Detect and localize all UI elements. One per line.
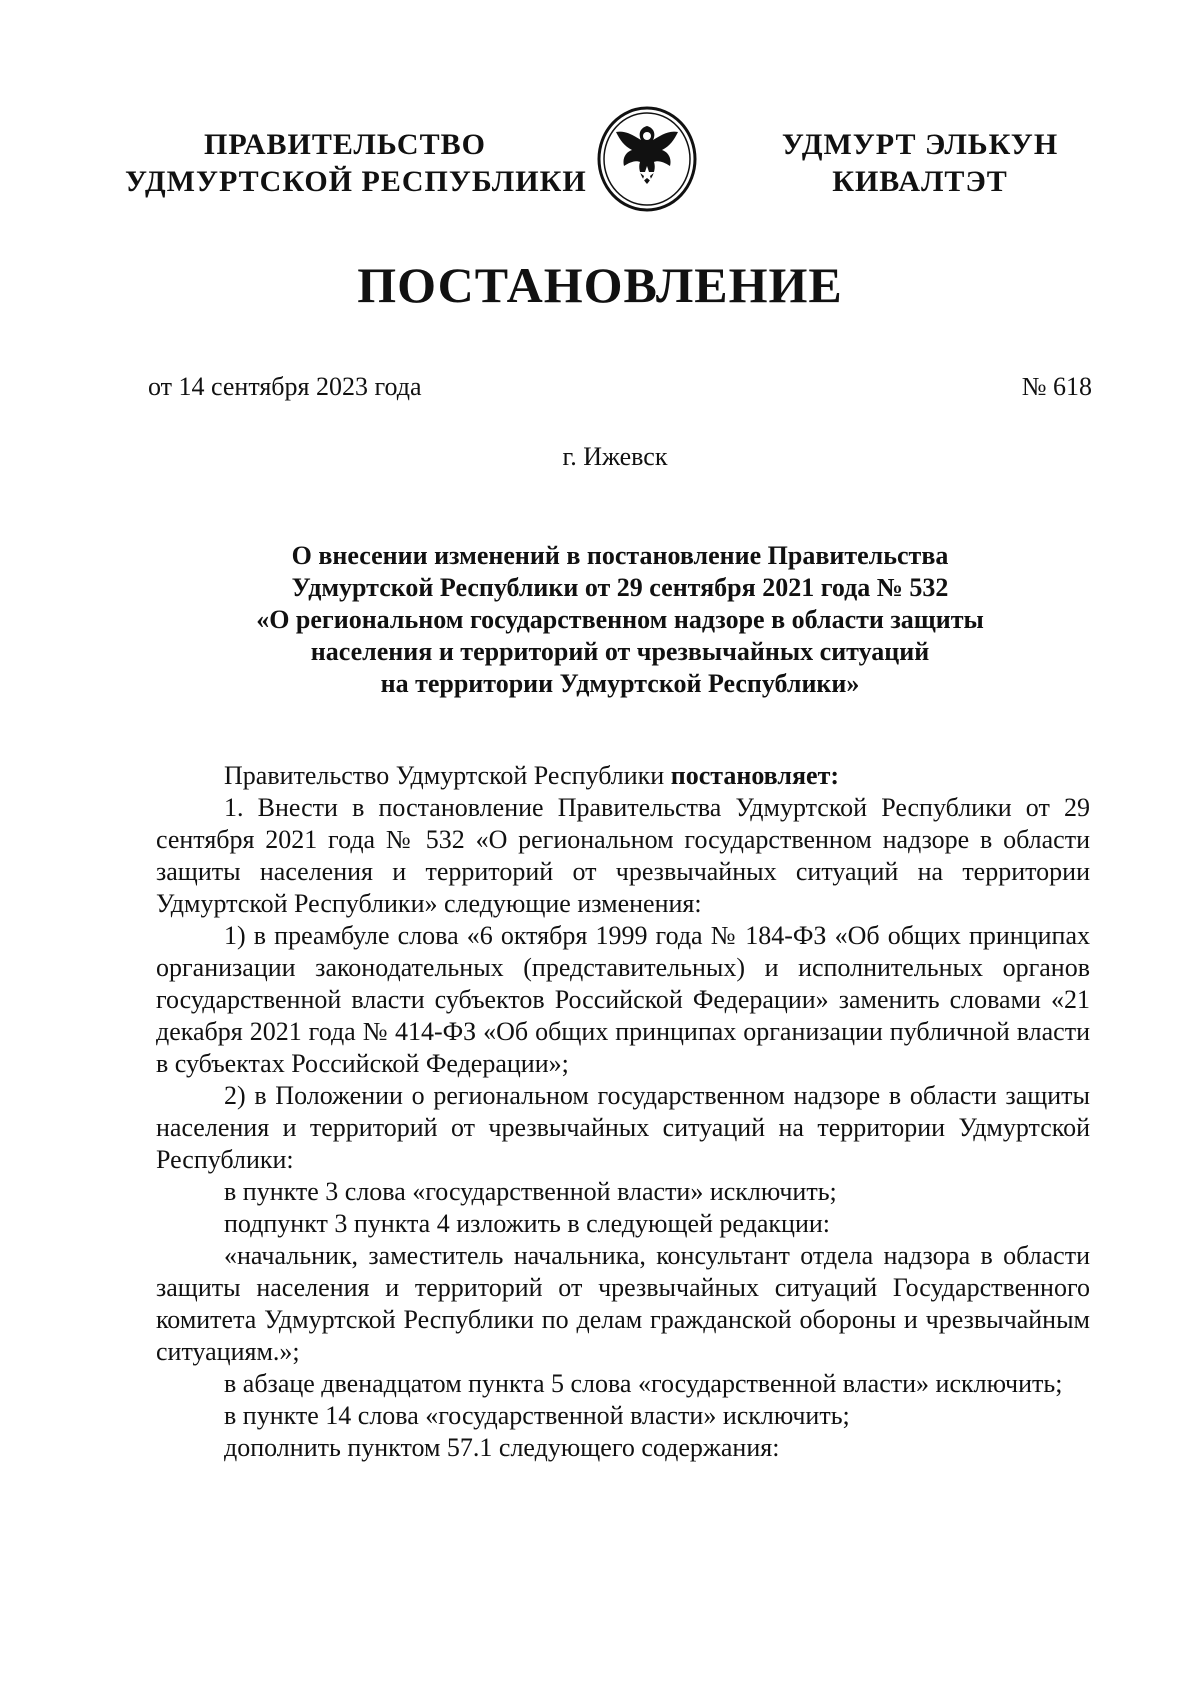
intro-text: Правительство Удмуртской Республики <box>224 761 671 790</box>
title-line: Удмуртской Республики от 29 сентября 2021 года № 532 <box>291 573 949 602</box>
body-paragraph: подпункт 3 пункта 4 изложить в следующей редакции: <box>224 1209 830 1238</box>
body-paragraph: 1. Внести в постановление Правительства Удмуртской Республики от 29 сентября 2021 года № 532 «О региональном государственном надзоре в области защиты населения и территорий от чрезвычайных ситуаций на территории Удмуртской Республики» следующие изменения: <box>156 793 1090 918</box>
body-paragraph: в абзаце двенадцатом пункта 5 слова «государственной власти» исключить; <box>224 1369 1063 1398</box>
body-paragraph: в пункте 3 слова «государственной власти» исключить; <box>224 1177 837 1206</box>
issuer-line-2: УДМУРТСКОЙ РЕСПУБЛИКИ <box>125 165 587 198</box>
udmurt-coat-of-arms-icon <box>594 106 700 212</box>
title-line: «О региональном государственном надзоре в области защиты <box>256 605 984 634</box>
document-date: от 14 сентября 2023 года <box>148 372 422 401</box>
issuer-name-russian <box>125 126 587 200</box>
document-city: г. Ижевск <box>562 442 668 471</box>
body-paragraph: «начальник, заместитель начальника, консультант отдела надзора в области защиты населения и территорий от чрезвычайных ситуаций Государственного комитета Удмуртской Республики по делам гражданской обороны и чрезвычайным ситуациям.»; <box>156 1241 1090 1366</box>
document-body <box>156 760 1090 1464</box>
title-line: населения и территорий от чрезвычайных ситуаций <box>310 637 930 666</box>
body-paragraph: 1) в преамбуле слова «6 октября 1999 года № 184-ФЗ «Об общих принципах организации законодательных (представительных) и исполнительных органов государственной власти субъектов Российской Федерации» заменить словами «21 декабря 2021 года № 414-ФЗ «Об общих принципах организации публичной власти в субъектах Российской Федерации»; <box>156 921 1090 1078</box>
issuer-udmurt-line-1: УДМУРТ ЭЛЬКУН <box>781 128 1059 161</box>
body-paragraph: в пункте 14 слова «государственной власти» исключить; <box>224 1401 850 1430</box>
body-intro <box>156 760 1090 792</box>
issuer-name-udmurt <box>770 126 1070 200</box>
title-line: на территории Удмуртской Республики» <box>380 669 860 698</box>
document-type-heading: ПОСТАНОВЛЕНИЕ <box>357 257 843 313</box>
issuer-udmurt-line-2: КИВАЛТЭТ <box>832 165 1008 198</box>
issuer-line-1: ПРАВИТЕЛЬСТВО <box>204 128 486 161</box>
body-paragraph: дополнить пунктом 57.1 следующего содержания: <box>224 1433 780 1462</box>
document-number: № 618 <box>1021 372 1092 401</box>
body-paragraph: 2) в Положении о региональном государственном надзоре в области защиты населения и территорий от чрезвычайных ситуаций на территории Удмуртской Республики: <box>156 1081 1090 1174</box>
title-line: О внесении изменений в постановление Правительства <box>291 541 949 570</box>
intro-verb: постановляет: <box>670 761 839 790</box>
document-title <box>150 540 1090 700</box>
